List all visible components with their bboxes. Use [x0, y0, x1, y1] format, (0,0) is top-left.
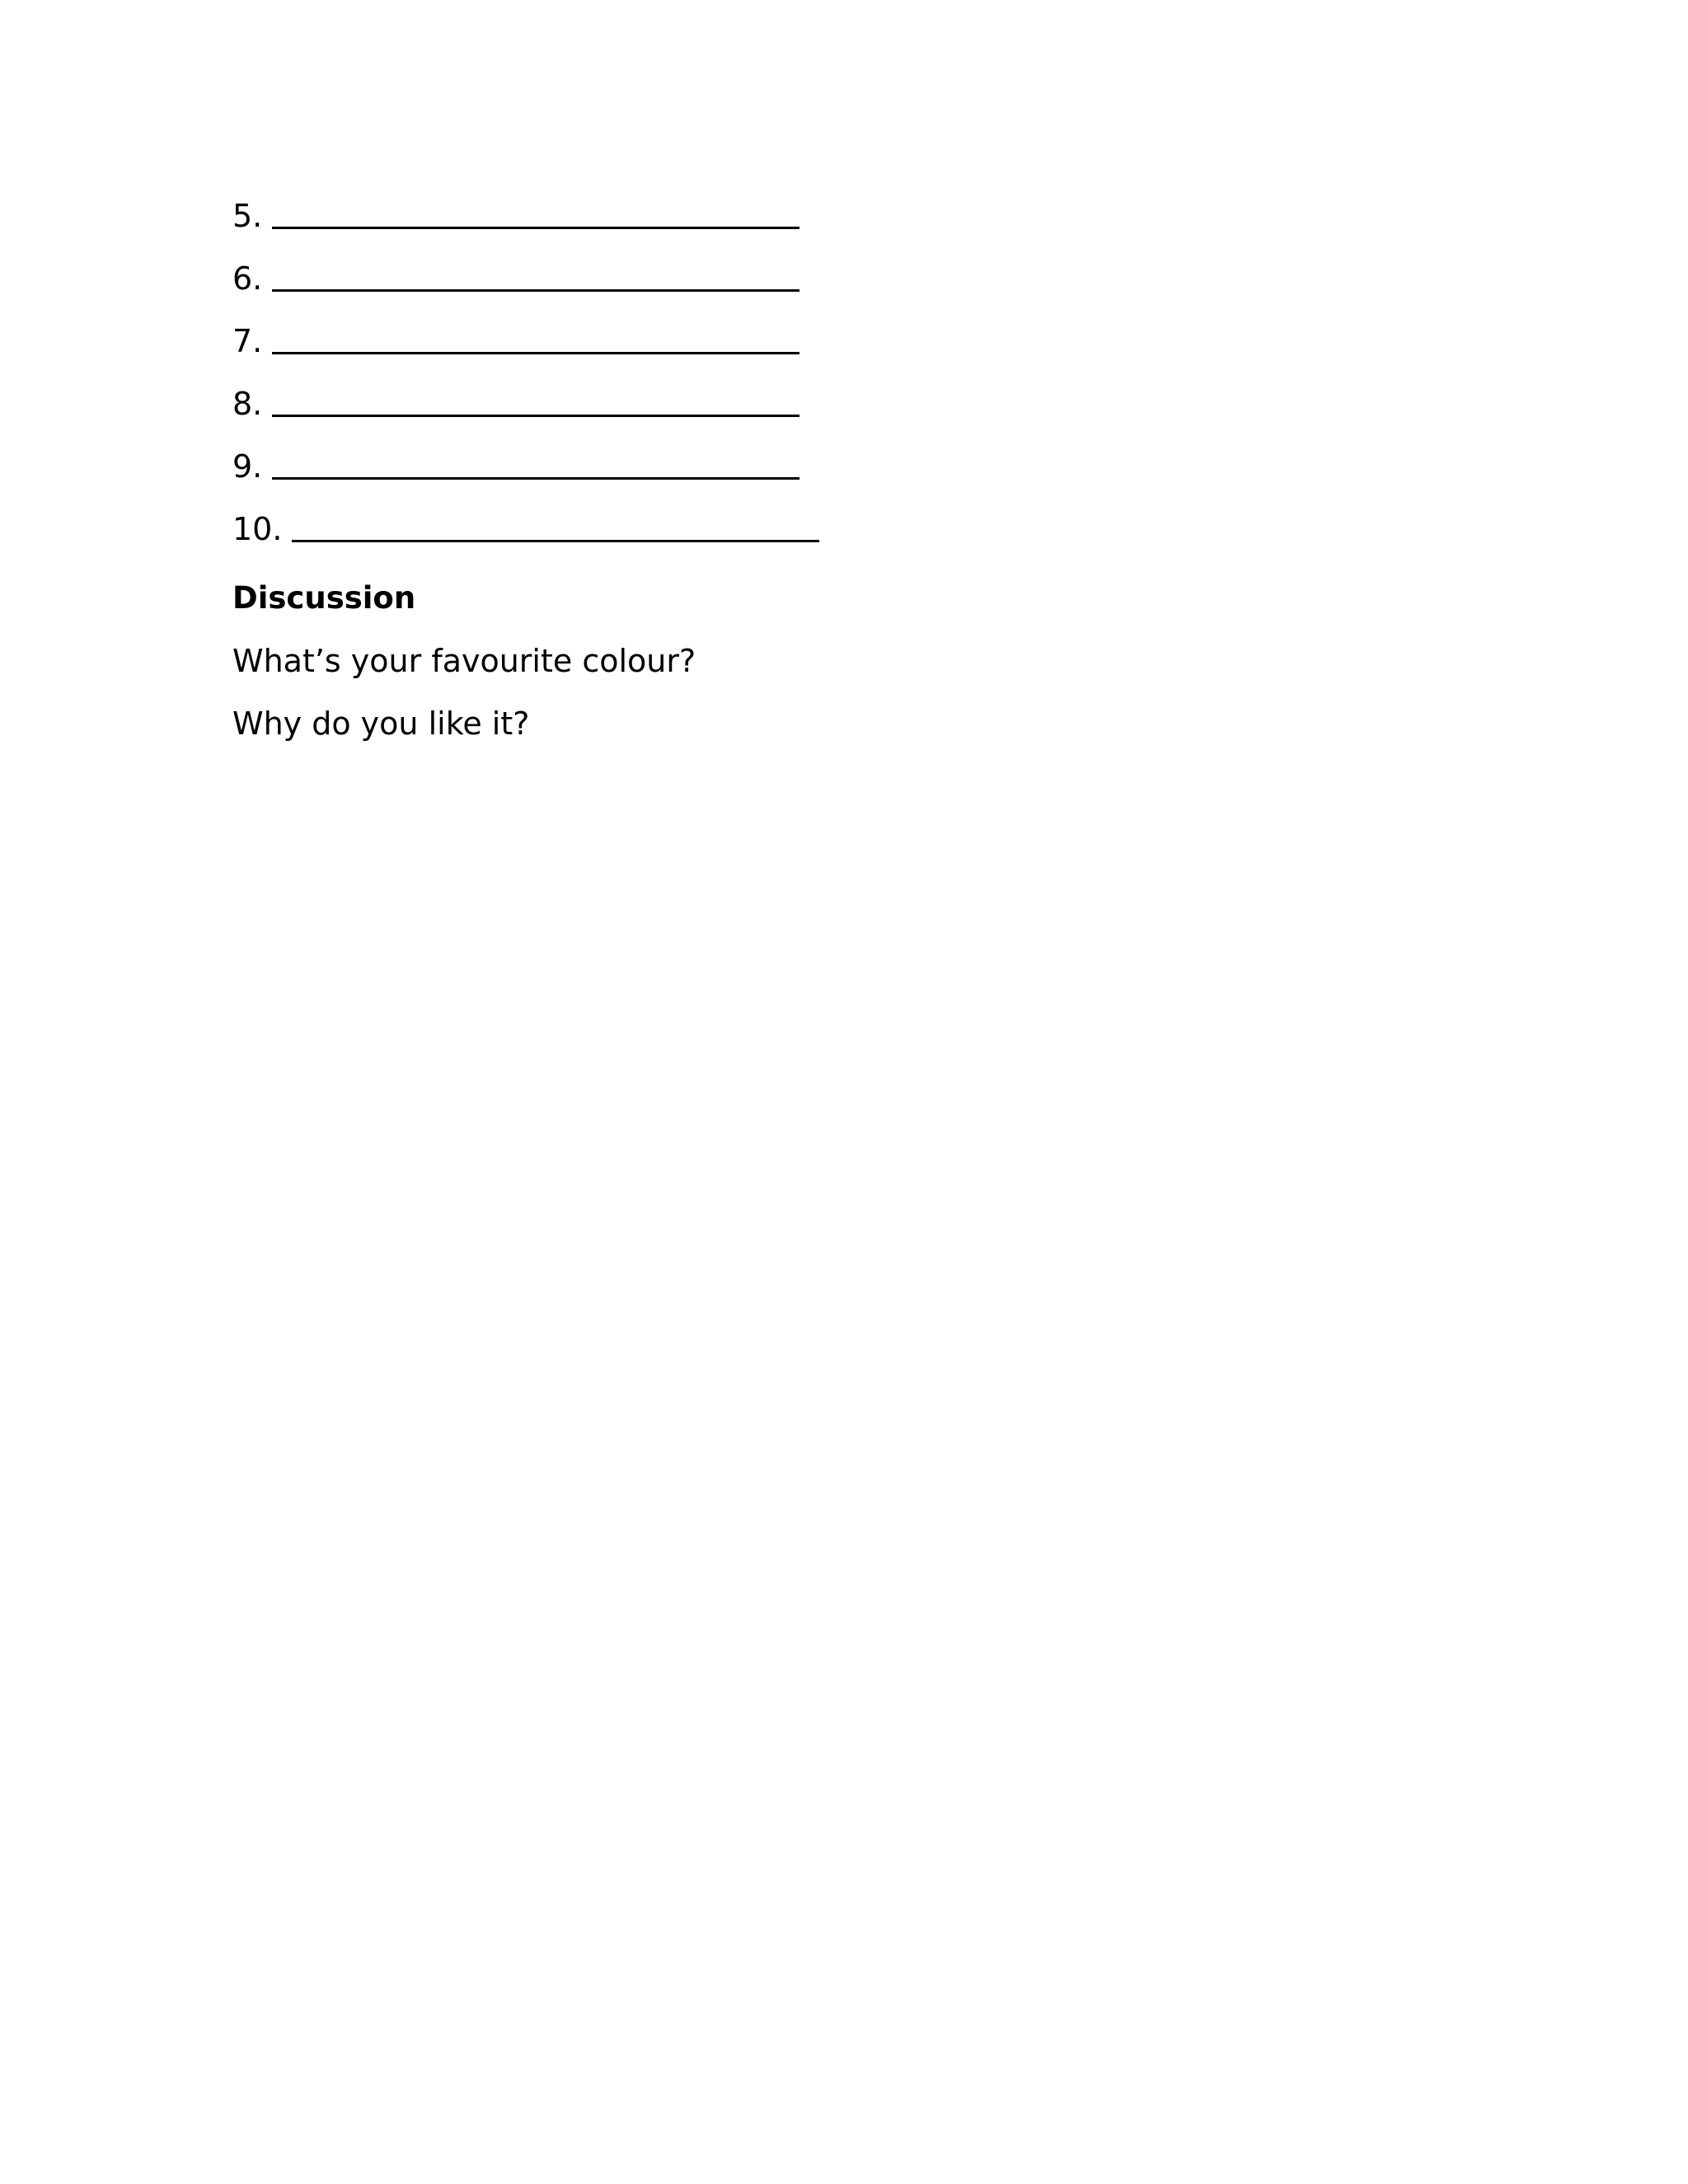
answer-line-5 — [232, 191, 1469, 254]
answer-number: 7. — [232, 323, 263, 359]
answer-number: 9. — [232, 448, 263, 485]
discussion-heading: Discussion — [232, 580, 416, 616]
answer-number: 8. — [232, 386, 263, 422]
answer-blank — [272, 202, 799, 229]
answer-blank — [292, 515, 819, 542]
answer-line-9 — [232, 442, 1469, 504]
discussion-question-1: What’s your favourite colour? — [232, 643, 696, 679]
discussion-question-2: Why do you like it? — [232, 705, 530, 742]
answer-blank — [272, 327, 799, 354]
answer-blank — [272, 390, 799, 417]
answer-number: 5. — [232, 198, 263, 234]
answer-blank — [272, 265, 799, 292]
answer-line-8 — [232, 379, 1469, 442]
answer-blank — [272, 452, 799, 480]
answer-line-6 — [232, 254, 1469, 316]
answer-number: 6. — [232, 260, 263, 297]
answer-number: 10. — [232, 511, 283, 547]
answer-line-7 — [232, 316, 1469, 379]
answer-line-10 — [232, 504, 1469, 567]
worksheet-content — [232, 191, 1469, 762]
